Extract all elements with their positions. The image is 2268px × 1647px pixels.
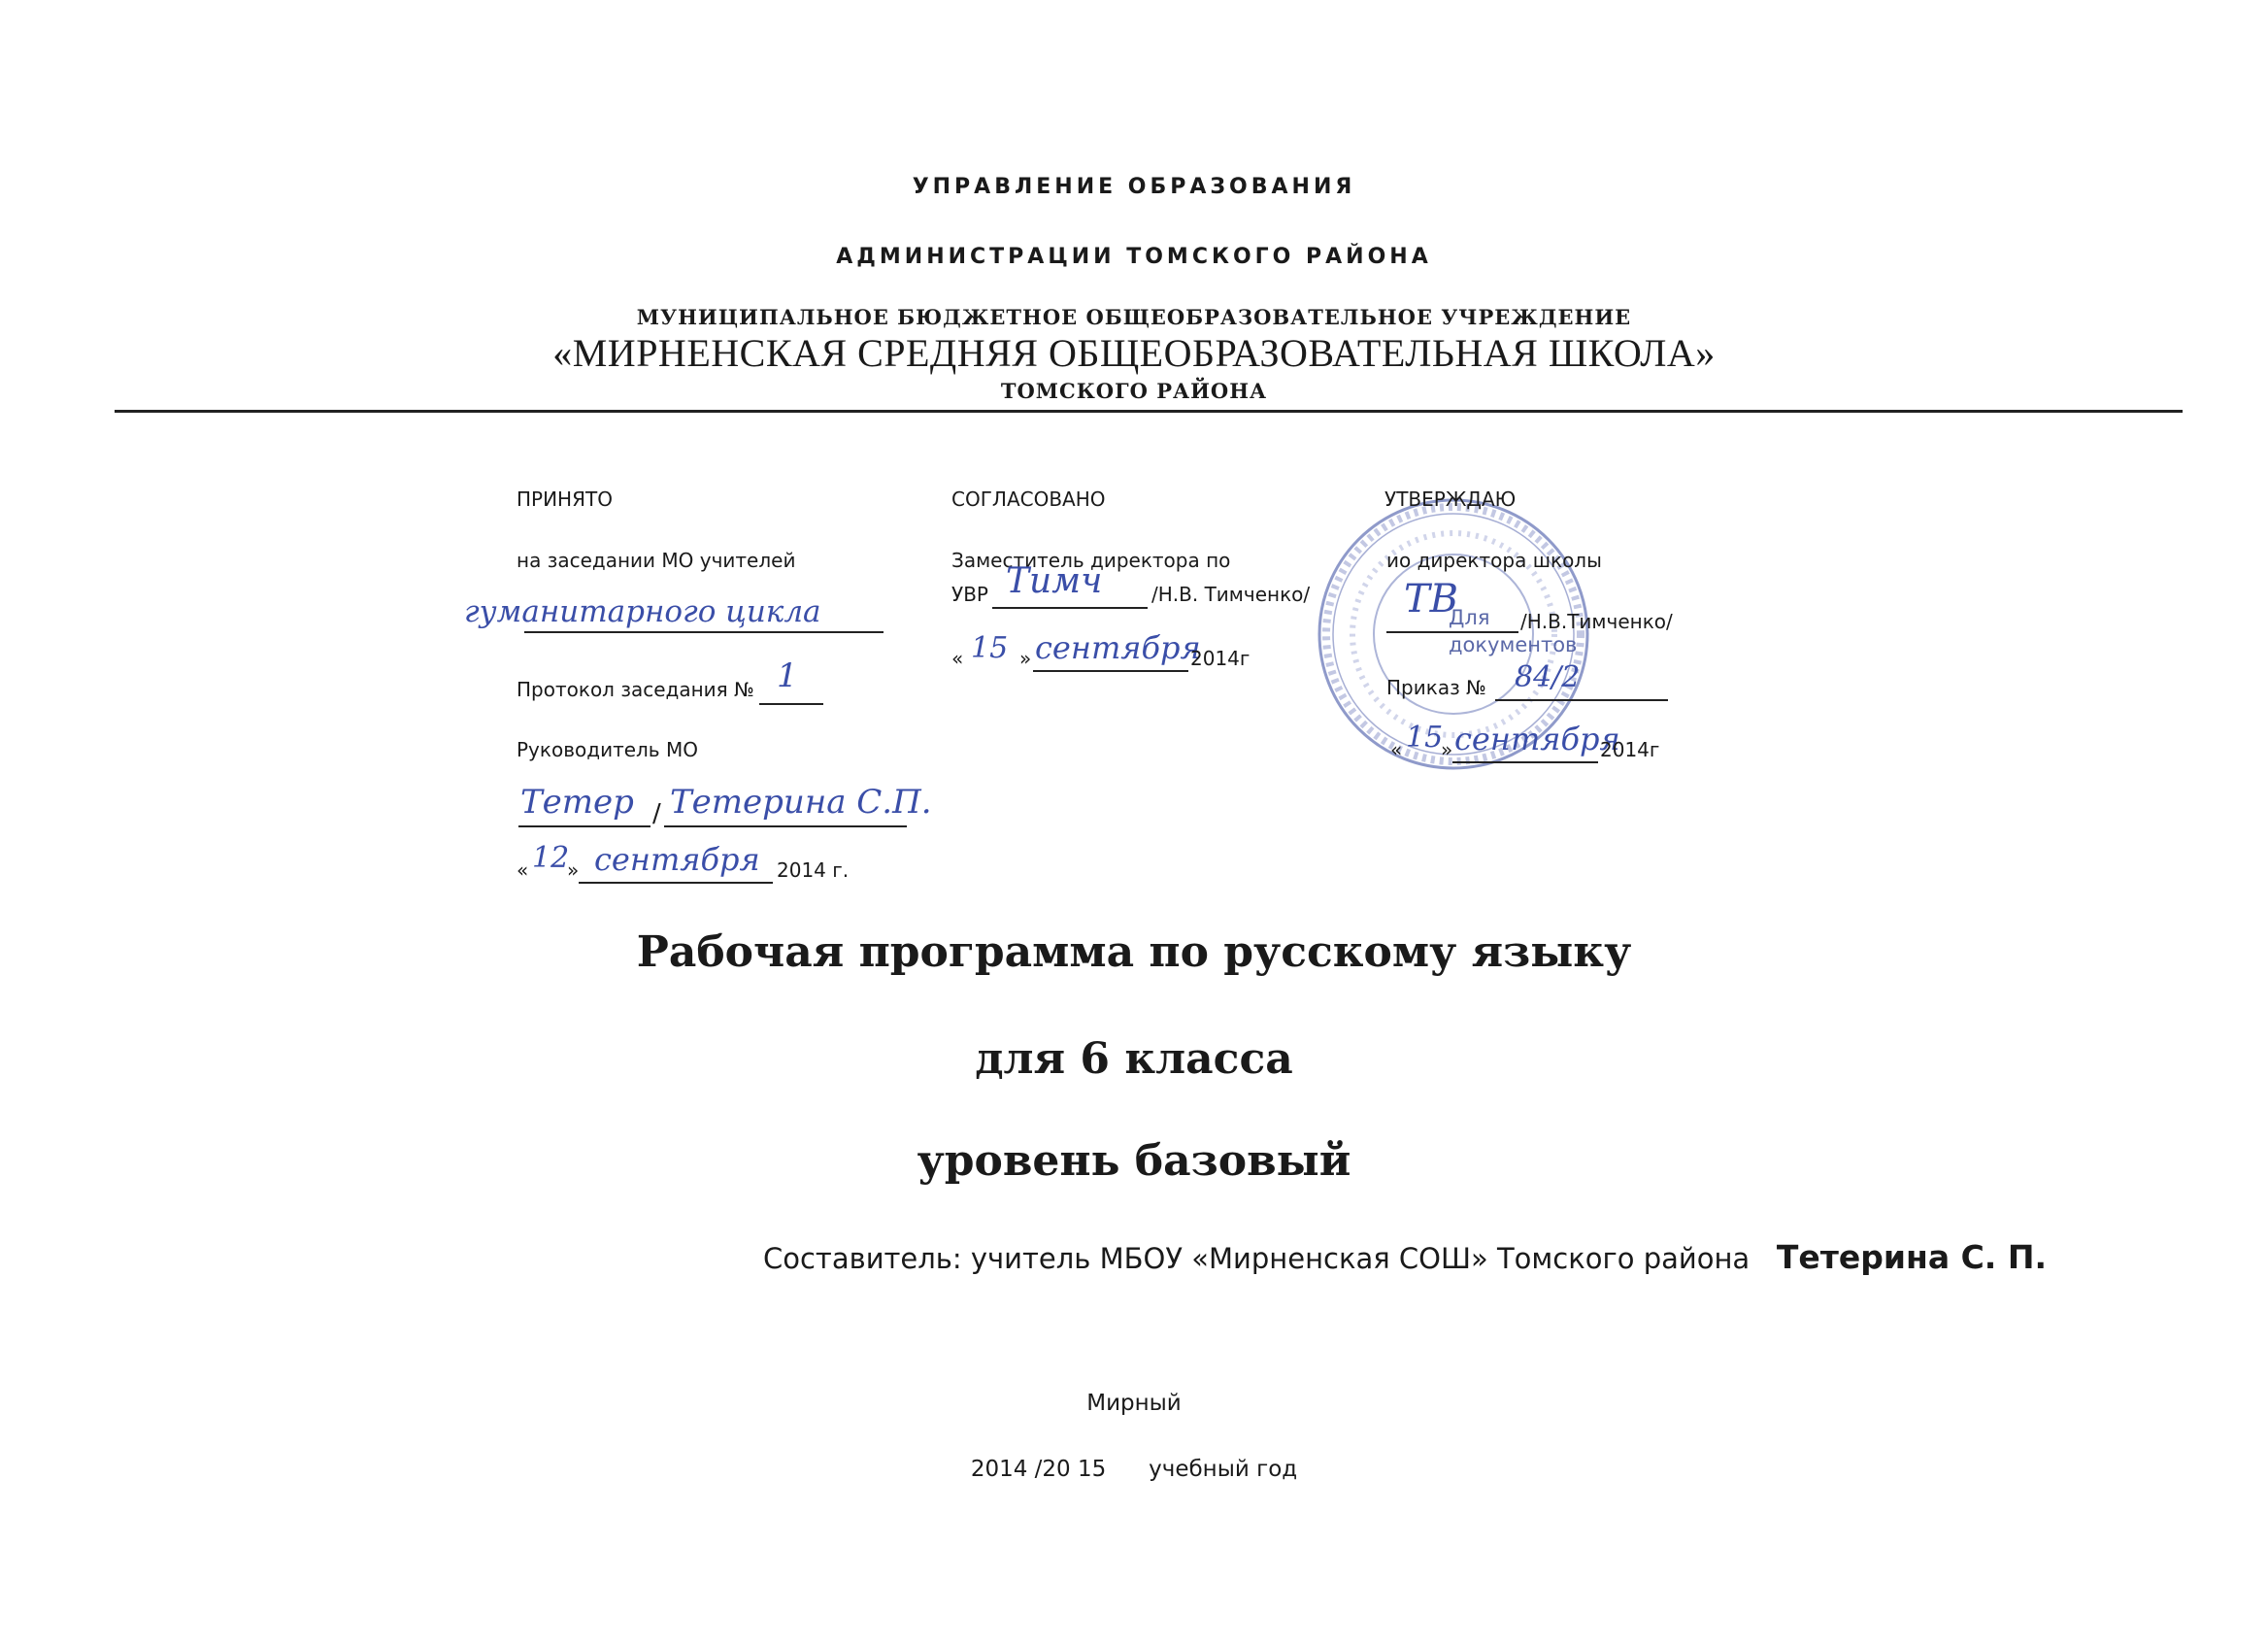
accepted-heading: ПРИНЯТО <box>517 487 613 511</box>
composer-name: Тетерина С. П. <box>1776 1238 2047 1276</box>
protocol-label: Протокол заседания № <box>517 678 754 701</box>
head-signature: Тетер <box>520 783 634 822</box>
title-line-1: Рабочая программа по русскому языку <box>636 927 1632 977</box>
head-signature-line <box>518 825 650 827</box>
agreed-role: Заместитель директора по <box>951 549 1231 572</box>
protocol-number-handwriting: 1 <box>777 656 798 695</box>
cycle-handwriting: гуманитарного цикла <box>464 594 821 629</box>
composer-prefix: Составитель: учитель МБОУ «Мирненская СОШ» Томского района <box>763 1242 1751 1275</box>
agreed-uvr: УВР <box>951 583 988 606</box>
district-name: ТОМСКОГО РАЙОНА <box>1000 379 1268 403</box>
accepted-date-open: « <box>517 858 529 882</box>
approved-heading: УТВЕРЖДАЮ <box>1384 487 1517 511</box>
approved-year: 2014г <box>1600 738 1660 761</box>
head-name-line <box>664 825 907 827</box>
footer-year: 2014 /20 15 учебный год <box>970 1457 1298 1482</box>
agreed-signature: Тимч <box>1006 561 1103 601</box>
approved-name: /Н.В.Тимченко/ <box>1520 610 1673 633</box>
agreed-heading: СОГЛАСОВАНО <box>951 487 1106 511</box>
header-line-2: АДМИНИСТРАЦИИ ТОМСКОГО РАЙОНА <box>836 245 1432 269</box>
head-name-handwriting: Тетерина С.П. <box>670 783 932 822</box>
agreed-date-close: » <box>1019 647 1032 670</box>
school-name: «МИРНЕНСКАЯ СРЕДНЯЯ ОБЩЕОБРАЗОВАТЕЛЬНАЯ ШКОЛА» <box>552 331 1716 375</box>
title-line-2: для 6 класса <box>975 1034 1293 1084</box>
agreed-day: 15 <box>971 631 1009 665</box>
accepted-month: сентября <box>594 841 760 878</box>
order-number-handwriting: 84/2 <box>1515 660 1581 694</box>
approved-day: 15 <box>1406 721 1444 755</box>
agreed-year: 2014г <box>1190 647 1251 670</box>
title-line-3: уровень базовый <box>917 1136 1351 1186</box>
agreed-date-open: « <box>951 647 964 670</box>
header-divider <box>115 410 2183 413</box>
head-label: Руководитель МО <box>517 738 698 761</box>
footer-city: Мирный <box>1086 1391 1182 1416</box>
agreed-month: сентября <box>1035 629 1201 666</box>
agreed-signature-line <box>992 607 1148 609</box>
header-line-1: УПРАВЛЕНИЕ ОБРАЗОВАНИЯ <box>912 175 1356 199</box>
order-label: Приказ № <box>1386 676 1486 699</box>
accepted-year: 2014 г. <box>777 858 850 882</box>
accepted-meeting: на заседании МО учителей <box>517 549 796 572</box>
protocol-line <box>759 703 823 705</box>
composer-line <box>763 1238 2047 1276</box>
agreed-month-line <box>1033 670 1188 672</box>
approved-signature: ТВ <box>1404 577 1459 622</box>
accepted-month-line <box>579 882 773 884</box>
accepted-day: 12 <box>532 841 570 875</box>
cycle-line <box>524 631 884 633</box>
approved-signature-line <box>1386 631 1518 633</box>
approved-date-open: « <box>1390 738 1403 761</box>
approved-month: сентября <box>1454 721 1620 757</box>
order-line <box>1495 699 1668 701</box>
approved-date-close: » <box>1441 738 1453 761</box>
head-separator: / <box>652 799 661 828</box>
stamp-text: Для документов <box>1449 606 1578 656</box>
agreed-name: /Н.В. Тимченко/ <box>1151 583 1311 606</box>
accepted-date-close: » <box>567 858 580 882</box>
approved-month-line <box>1452 761 1598 763</box>
approved-role: ио директора школы <box>1386 549 1602 572</box>
header-line-3: МУНИЦИПАЛЬНОЕ БЮДЖЕТНОЕ ОБЩЕОБРАЗОВАТЕЛЬНОЕ УЧРЕЖДЕНИЕ <box>636 305 1632 329</box>
